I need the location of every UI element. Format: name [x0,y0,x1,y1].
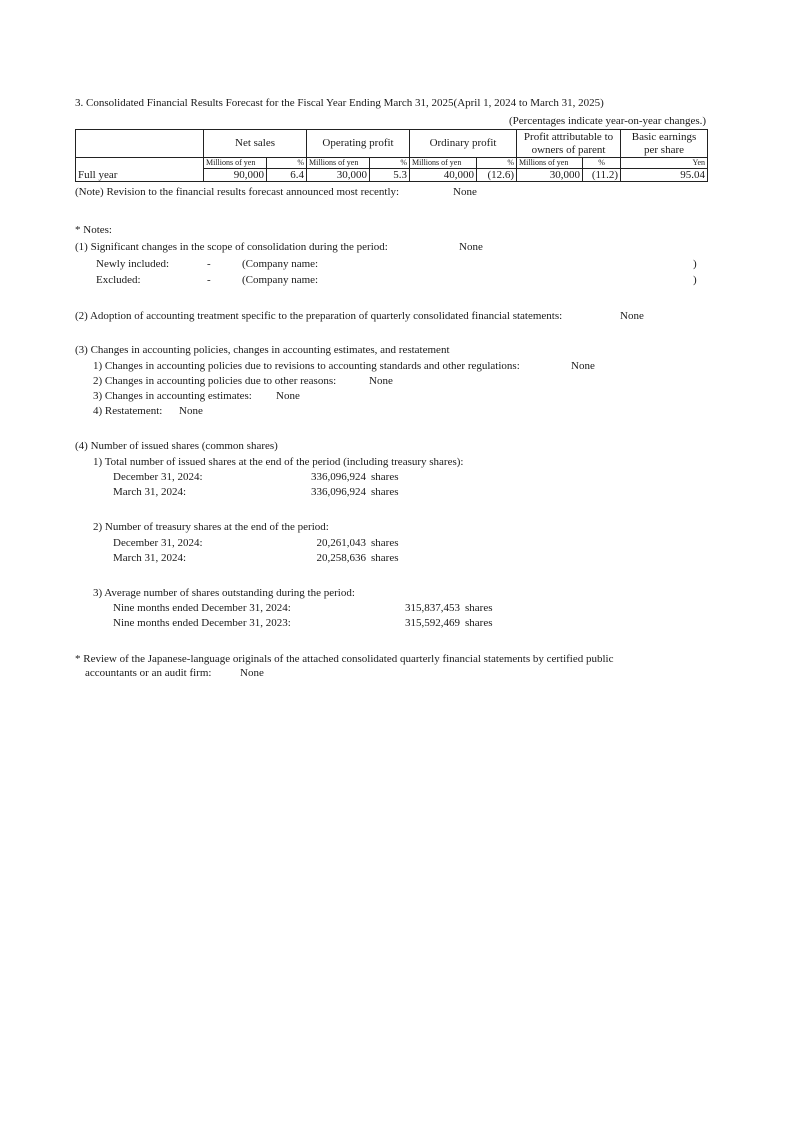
note3-item2: 2) Changes in accounting policies due to other reasons: [93,375,337,387]
note4-sub1-row2-label: March 31, 2024: [113,486,187,498]
table-row-full-year [76,169,708,182]
percentage-note: (Percentages indicate year-on-year changes.) [509,115,707,127]
excluded-close: ) [693,274,697,286]
header-profit-owners-line2: owners of parent [531,143,606,156]
review-value: None [240,667,264,679]
unit-ordinary-profit-pct: % [477,158,517,169]
note3-title: (3) Changes in accounting policies, changes in accounting estimates, and restatement [75,344,450,356]
unit-basic-eps: Yen [621,158,708,169]
note3-item1-value: None [571,360,595,372]
note4-sub2-title: 2) Number of treasury shares at the end of the period: [93,521,329,533]
newly-included-close: ) [693,258,697,270]
value-net-sales: 90,000 [204,169,267,182]
note3-item3-value: None [276,390,300,402]
note4-sub3-row1-label: Nine months ended December 31, 2024: [113,602,291,614]
note4-sub2-row1-label: December 31, 2024: [113,537,203,549]
note3-item2-value: None [369,375,393,387]
value-net-sales-pct: 6.4 [267,169,307,182]
unit-operating-profit-pct: % [370,158,410,169]
note4-sub3-row2-unit: shares [465,617,493,629]
note4-sub1-row1-label: December 31, 2024: [113,471,203,483]
value-profit-owners-pct: (11.2) [583,169,621,182]
row-label: Full year [76,169,204,182]
note3-item3: 3) Changes in accounting estimates: [93,390,252,402]
review-line2: accountants or an audit firm: [85,667,212,679]
unit-net-sales-pct: % [267,158,307,169]
excluded-label: Excluded: [96,274,141,286]
newly-included-dash: - [207,258,211,270]
header-basic-eps-line2: per share [644,143,685,156]
header-basic-eps [621,130,708,158]
excluded-company: (Company name: [242,274,319,286]
note4-sub1-row1-unit: shares [371,471,399,483]
forecast-table [75,129,708,182]
value-operating-profit: 30,000 [307,169,370,182]
newly-included-label: Newly included: [96,258,170,270]
note3-item1: 1) Changes in accounting policies due to revisions to accounting standards and other regulations: [93,360,520,372]
unit-net-sales: Millions of yen [204,158,267,169]
header-basic-eps-line1: Basic earnings [631,130,697,143]
note4-sub2-row1-unit: shares [371,537,399,549]
note4-sub2-row2-unit: shares [371,552,399,564]
note1-title: (1) Significant changes in the scope of consolidation during the period: [75,241,388,253]
note4-sub3-title: 3) Average number of shares outstanding during the period: [93,587,355,599]
unit-ordinary-profit: Millions of yen [410,158,477,169]
header-ordinary-profit: Ordinary profit [410,130,517,158]
value-ordinary-profit-pct: (12.6) [477,169,517,182]
table-units-row [76,158,708,169]
note4-sub1-title: 1) Total number of issued shares at the end of the period (including treasury shares): [93,456,464,468]
value-operating-profit-pct: 5.3 [370,169,410,182]
unit-profit-owners-pct: % [583,158,621,169]
note4-sub1-row1-value: 336,096,924 [311,471,366,483]
value-profit-owners: 30,000 [517,169,583,182]
note4-sub3-row1-value: 315,837,453 [405,602,460,614]
value-basic-eps: 95.04 [621,169,708,182]
note4-sub3-row2-value: 315,592,469 [405,617,460,629]
note1-value: None [459,241,483,253]
header-net-sales: Net sales [204,130,307,158]
header-profit-owners [517,130,621,158]
header-blank [76,130,204,158]
review-line1: * Review of the Japanese-language originals of the attached consolidated quarterly financial statements by certified public [75,653,614,665]
header-operating-profit: Operating profit [307,130,410,158]
table-header-row [76,130,708,158]
notes-heading: * Notes: [75,224,112,236]
unit-profit-owners: Millions of yen [517,158,583,169]
note4-sub1-row2-unit: shares [371,486,399,498]
note4-sub2-row2-label: March 31, 2024: [113,552,187,564]
note3-item4-value: None [179,405,203,417]
excluded-dash: - [207,274,211,286]
note4-sub1-row2-value: 336,096,924 [311,486,366,498]
units-blank [76,158,204,169]
revision-note: (Note) Revision to the financial results forecast announced most recently: [75,186,400,198]
note4-title: (4) Number of issued shares (common shares) [75,440,278,452]
newly-included-company: (Company name: [242,258,319,270]
value-ordinary-profit: 40,000 [410,169,477,182]
note4-sub3-row2-label: Nine months ended December 31, 2023: [113,617,291,629]
note3-item4: 4) Restatement: [93,405,163,417]
header-profit-owners-line1: Profit attributable to [523,130,614,143]
unit-operating-profit: Millions of yen [307,158,370,169]
revision-value: None [453,186,477,198]
note2-value: None [620,310,644,322]
note4-sub2-row2-value: 20,258,636 [316,552,366,564]
note2-title: (2) Adoption of accounting treatment specific to the preparation of quarterly consolidated financial statements: [75,310,563,322]
note4-sub3-row1-unit: shares [465,602,493,614]
note4-sub2-row1-value: 20,261,043 [316,537,366,549]
section-title: 3. Consolidated Financial Results Forecast for the Fiscal Year Ending March 31, 2025(April 1, 2024 to March 31, 2025) [75,97,604,109]
